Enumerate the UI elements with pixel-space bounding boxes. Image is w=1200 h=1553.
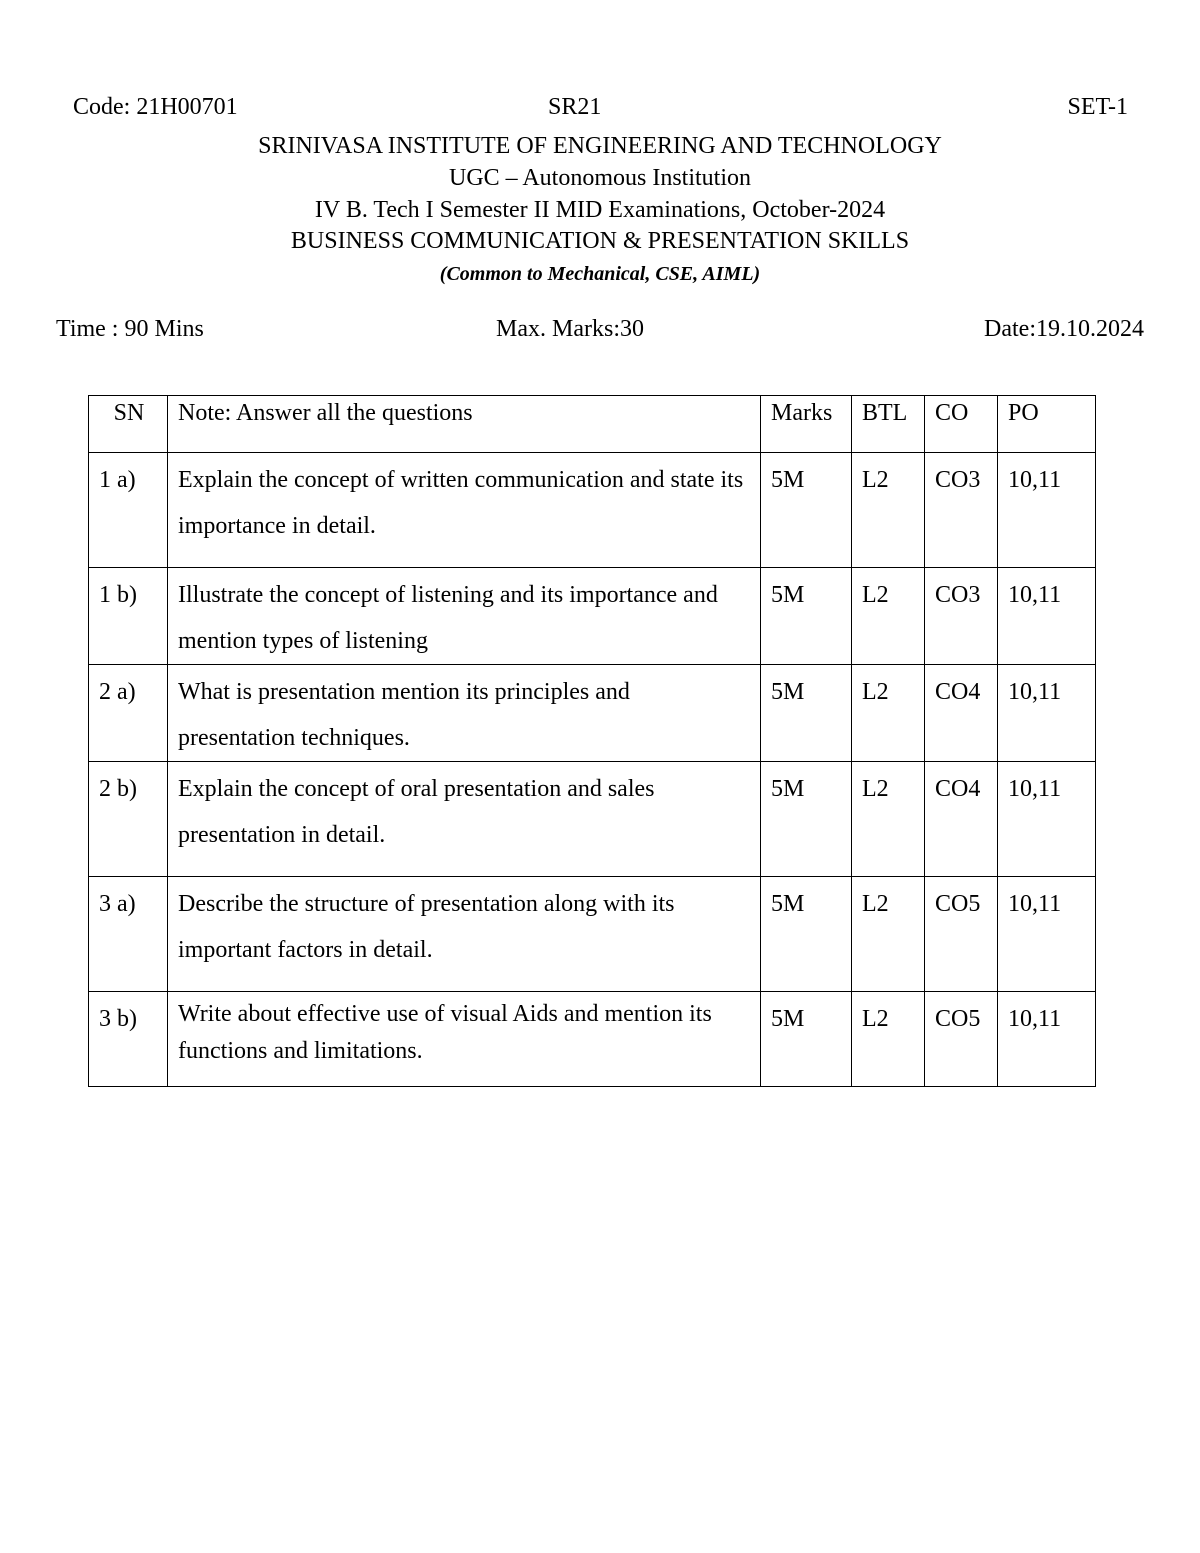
regulation: SR21 [548, 94, 602, 120]
row-btl: L2 [852, 665, 925, 762]
row-marks: 5M [761, 665, 852, 762]
row-co: CO5 [925, 992, 998, 1087]
row-sn: 3 b) [89, 992, 168, 1087]
row-btl: L2 [852, 992, 925, 1087]
row-marks: 5M [761, 568, 852, 665]
header-note: Note: Answer all the questions [168, 396, 761, 453]
row-co: CO3 [925, 453, 998, 568]
subject-title: BUSINESS COMMUNICATION & PRESENTATION SKILLS [290, 228, 910, 254]
institute-name: SRINIVASA INSTITUTE OF ENGINEERING AND TECHNOLOGY [258, 133, 942, 159]
set-label: SET-1 [1067, 94, 1128, 120]
question-table [88, 395, 1096, 1087]
paper-code: Code: 21H00701 [73, 94, 238, 120]
row-sn: 3 a) [89, 877, 168, 992]
row-co: CO4 [925, 762, 998, 877]
row-co: CO4 [925, 665, 998, 762]
row-btl: L2 [852, 453, 925, 568]
common-to-branches: (Common to Mechanical, CSE, AIML) [439, 263, 761, 285]
row-marks: 5M [761, 453, 852, 568]
table-row [89, 762, 1096, 877]
row-po: 10,11 [998, 568, 1096, 665]
row-btl: L2 [852, 762, 925, 877]
row-question: Describe the structure of presentation along with its important factors in detail. [168, 877, 761, 992]
row-po: 10,11 [998, 992, 1096, 1087]
header-btl: BTL [852, 396, 925, 453]
row-btl: L2 [852, 568, 925, 665]
row-question: Write about effective use of visual Aids and mention its functions and limitations. [168, 992, 761, 1087]
row-sn: 1 a) [89, 453, 168, 568]
row-po: 10,11 [998, 877, 1096, 992]
row-po: 10,11 [998, 453, 1096, 568]
header-co: CO [925, 396, 998, 453]
table-row [89, 453, 1096, 568]
row-marks: 5M [761, 762, 852, 877]
exam-title: IV B. Tech I Semester II MID Examinations, October-2024 [314, 197, 886, 223]
table-header-row [89, 396, 1096, 453]
row-co: CO5 [925, 877, 998, 992]
row-btl: L2 [852, 877, 925, 992]
institute-status: UGC – Autonomous Institution [448, 165, 752, 191]
row-marks: 5M [761, 877, 852, 992]
row-po: 10,11 [998, 762, 1096, 877]
row-question: Illustrate the concept of listening and its importance and mention types of listening [168, 568, 761, 665]
row-po: 10,11 [998, 665, 1096, 762]
table-row [89, 568, 1096, 665]
exam-date: Date:19.10.2024 [984, 316, 1144, 342]
row-sn: 2 b) [89, 762, 168, 877]
row-question: Explain the concept of oral presentation and sales presentation in detail. [168, 762, 761, 877]
paper-code-row [73, 94, 1128, 124]
row-sn: 1 b) [89, 568, 168, 665]
table-row [89, 992, 1096, 1087]
row-sn: 2 a) [89, 665, 168, 762]
header-sn: SN [89, 396, 168, 453]
row-question: Explain the concept of written communication and state its importance in detail. [168, 453, 761, 568]
exam-meta-row [56, 316, 1144, 348]
row-question: What is presentation mention its principles and presentation techniques. [168, 665, 761, 762]
table-row [89, 665, 1096, 762]
max-marks: Max. Marks:30 [496, 316, 644, 342]
header-marks: Marks [761, 396, 852, 453]
row-co: CO3 [925, 568, 998, 665]
exam-duration: Time : 90 Mins [56, 316, 204, 342]
header-po: PO [998, 396, 1096, 453]
table-row [89, 877, 1096, 992]
row-marks: 5M [761, 992, 852, 1087]
